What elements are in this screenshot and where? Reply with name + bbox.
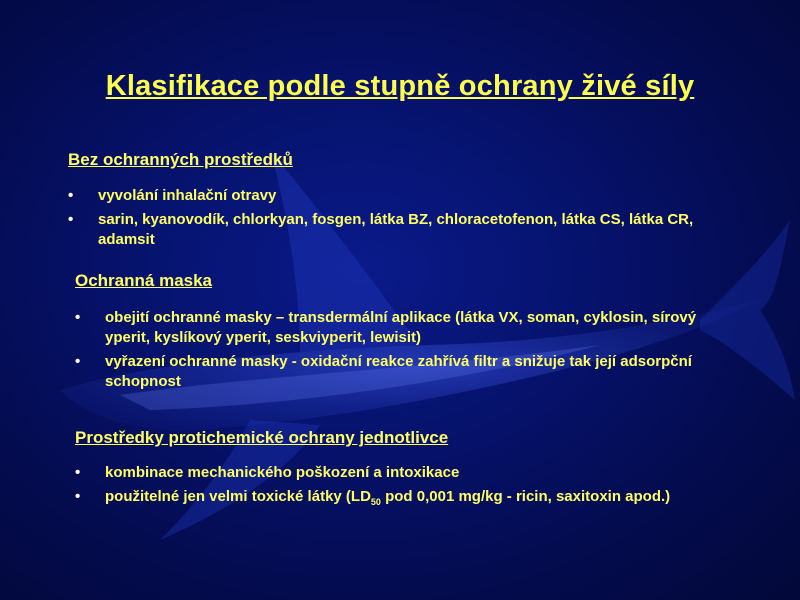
bullet-list-personal-protection <box>75 463 735 516</box>
list-item <box>75 308 735 348</box>
bullet-icon: • <box>75 464 81 481</box>
ld-subscript: 50 <box>370 497 381 507</box>
bullet-text: kombinace mechanického poškození a intoxikace <box>105 464 460 481</box>
list-item <box>68 210 748 250</box>
slide-title: Klasifikace podle stupně ochrany živé síly <box>105 70 695 102</box>
bullet-text: obejití ochranné masky – transdermální aplikace (látka VX, soman, cyklosin, sírový yperit, kyslíkový yperit, seskviyperit, lewisit) <box>105 309 697 346</box>
bullet-text-part: použitelné jen velmi toxické látky (LD <box>105 488 371 505</box>
section-heading-no-protection: Bez ochranných prostředků <box>68 150 293 169</box>
bullet-text: vyvolání inhalační otravy <box>98 187 277 204</box>
list-item <box>75 352 735 392</box>
bullet-icon: • <box>75 353 81 370</box>
bullet-icon: • <box>68 211 74 228</box>
section-heading-personal-protection: Prostředky protichemické ochrany jednotlivce <box>75 428 449 447</box>
bullet-text: sarin, kyanovodík, chlorkyan, fosgen, látka BZ, chloracetofenon, látka CS, látka CR, adamsit <box>98 211 694 248</box>
bullet-icon: • <box>75 309 81 326</box>
bullet-icon: • <box>68 187 74 204</box>
list-item <box>75 463 735 483</box>
list-item <box>75 487 735 512</box>
bullet-list-gas-mask <box>75 308 735 396</box>
bullet-text <box>105 488 670 505</box>
bullet-icon: • <box>75 488 81 505</box>
bullet-text-part: pod 0,001 mg/kg - ricin, saxitoxin apod.) <box>380 488 671 505</box>
list-item <box>68 186 748 206</box>
section-heading-gas-mask: Ochranná maska <box>75 271 213 290</box>
bullet-list-no-protection <box>68 186 748 254</box>
bullet-text: vyřazení ochranné masky - oxidační reakce zahřívá filtr a snižuje tak její adsorpční schopnost <box>105 353 692 390</box>
